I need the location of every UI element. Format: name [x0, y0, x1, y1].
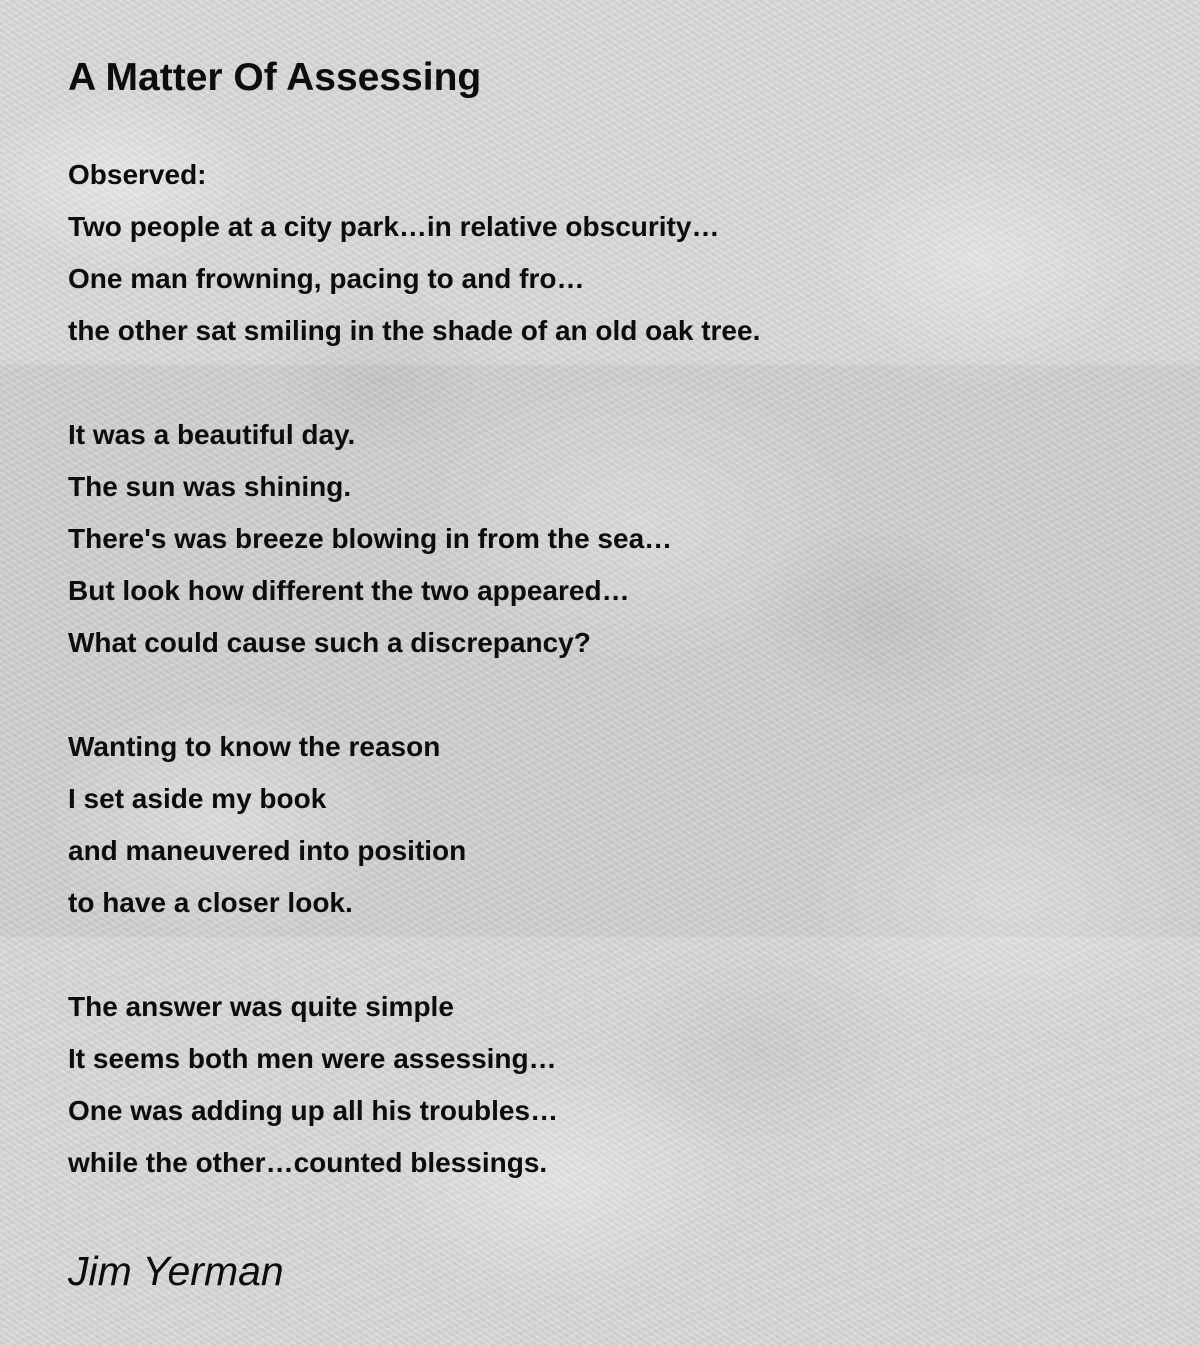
poem-line: to have a closer look.	[68, 887, 353, 918]
poem-line: There's was breeze blowing in from the sea…	[68, 523, 673, 554]
poem-line: One man frowning, pacing to and fro…	[68, 263, 585, 294]
stanza-1	[68, 149, 760, 357]
poem-line: It was a beautiful day.	[68, 419, 356, 450]
poem-line: I set aside my book	[68, 783, 327, 814]
poem-line: and maneuvered into position	[68, 835, 467, 866]
poem-line: Observed:	[68, 159, 207, 190]
poem-line: It seems both men were assessing…	[68, 1043, 557, 1074]
poem-line: while the other…counted blessings.	[68, 1147, 548, 1178]
poem-line: the other sat smiling in the shade of an old oak tree.	[68, 315, 761, 346]
poem-line: Wanting to know the reason	[68, 731, 441, 762]
stanza-2	[68, 409, 760, 669]
poem-line: What could cause such a discrepancy?	[68, 627, 591, 658]
stanza-3	[68, 721, 760, 929]
poem-line: One was adding up all his troubles…	[68, 1095, 559, 1126]
poem-line: Two people at a city park…in relative obscurity…	[68, 211, 720, 242]
poem-body	[68, 149, 760, 1241]
poem-line: But look how different the two appeared…	[68, 575, 630, 606]
stanza-4	[68, 981, 760, 1189]
poem-line: The sun was shining.	[68, 471, 352, 502]
poem-author: Jim Yerman	[68, 1248, 284, 1294]
poem-line: The answer was quite simple	[68, 991, 454, 1022]
poem-title: A Matter Of Assessing	[68, 56, 482, 99]
